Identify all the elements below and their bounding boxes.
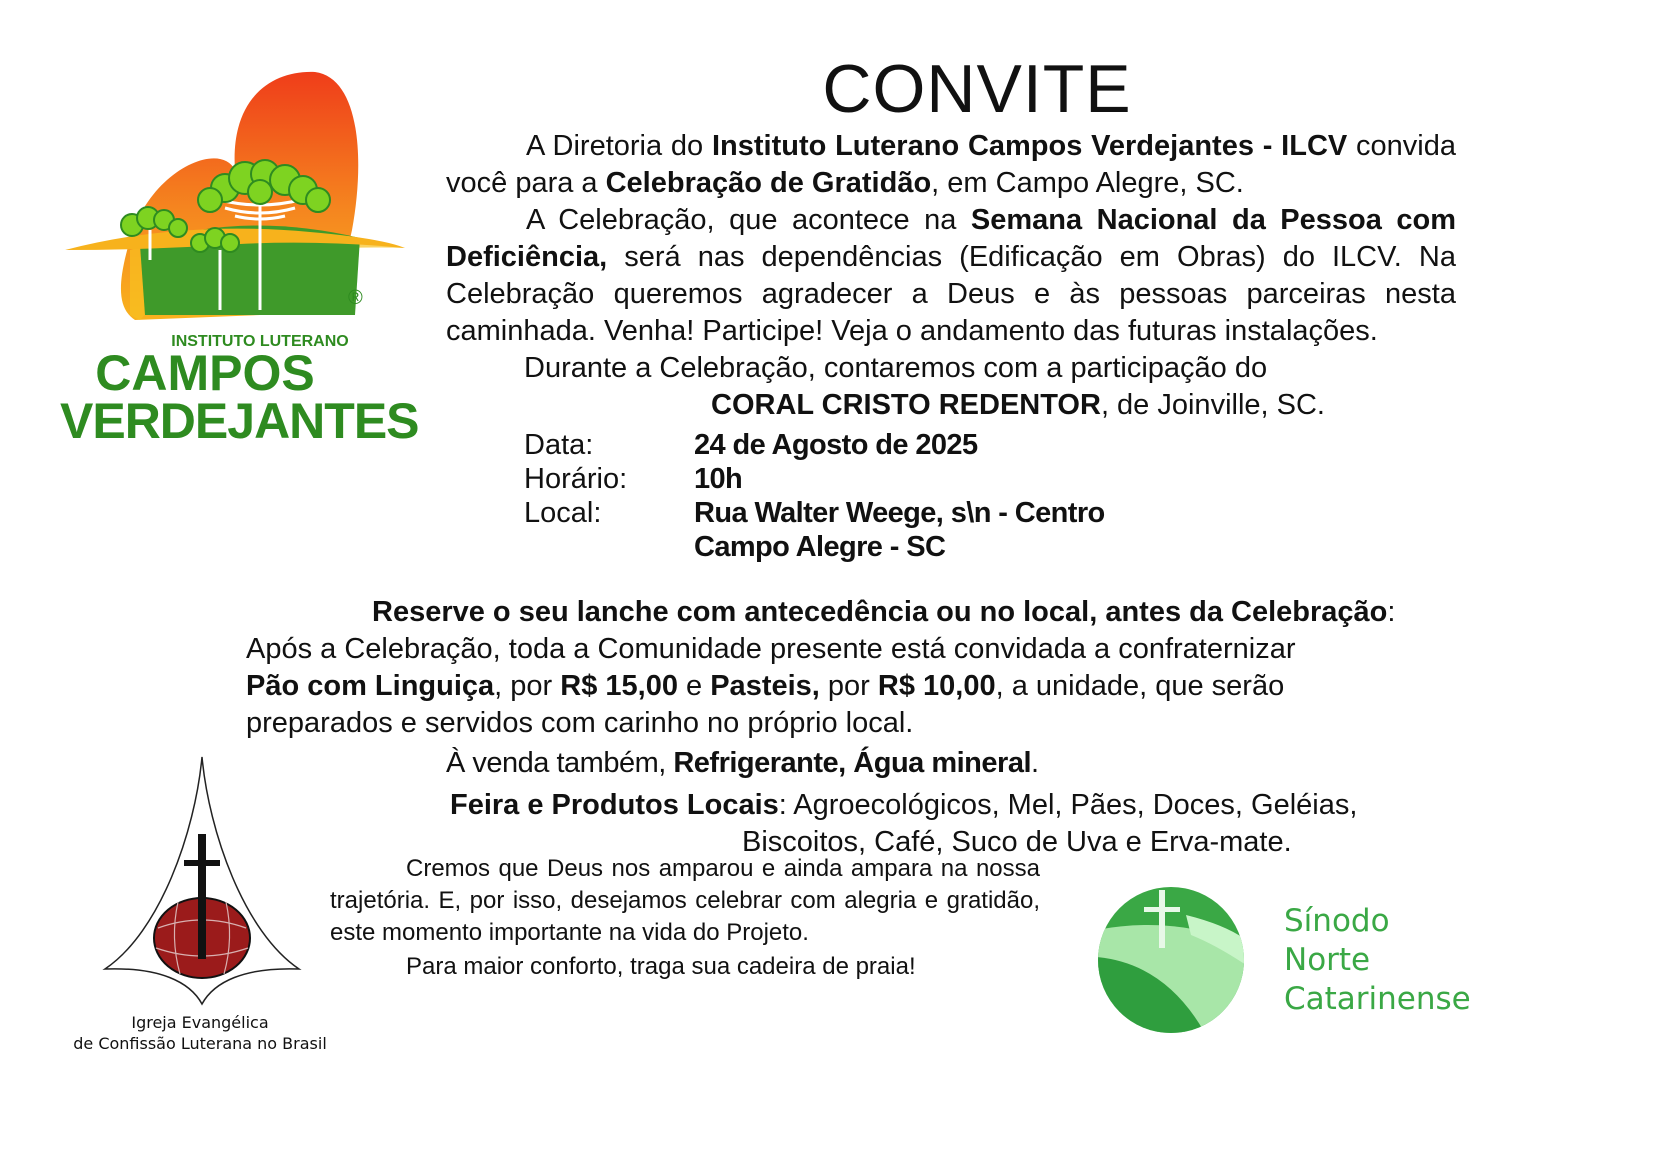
place-row: Local: Rua Walter Weege, s\n - Centro (524, 497, 1105, 529)
closing-paragraph: Cremos que Deus nos amparou e ainda ampara na nossa trajetória. E, por isso, desejamos celebrar com alegria e gratidão, este momento importante na vida do Projeto. (330, 855, 1040, 946)
intro-paragraph-4: CORAL CRISTO REDENTOR, de Joinville, SC. (711, 389, 1325, 421)
intro-paragraph-1: A Diretoria do Instituto Luterano Campos Verdejantes - ILCV convida você para a Celebração de Gratidão, em Campo Alegre, SC. (446, 130, 1456, 199)
closing-block (330, 853, 1040, 983)
place-row-2: Campo Alegre - SC (694, 531, 946, 563)
lunch-block (246, 594, 1466, 861)
event-details (524, 428, 1224, 564)
ieclb-line2: de Confissão Luterana no Brasil (73, 1034, 327, 1053)
lunch-heading: Reserve o seu lanche com antecedência ou no local, antes da Celebração: (372, 596, 1396, 628)
ilcv-logo-line2: CAMPOS (95, 345, 315, 401)
ilcv-logo-line1: INSTITUTO LUTERANO (171, 333, 349, 350)
registered-mark: ® (348, 287, 363, 309)
lunch-text-3: preparados e servidos com carinho no próprio local. (246, 707, 914, 739)
lunch-text-1: Após a Celebração, toda a Comunidade presente está convidada a confraternizar (246, 633, 1296, 665)
ieclb-logo (73, 752, 340, 1062)
page-title: CONVITE (822, 51, 1132, 127)
sinodo-logo (1096, 885, 1516, 1045)
date-value: 24 de Agosto de 2025 (694, 429, 978, 461)
ieclb-cross-globe-icon (80, 752, 340, 1012)
intro-paragraph-2: A Celebração, que acontece na Semana Nacional da Pessoa com Deficiência, será nas dependências (Edificação em Obras) do ILCV. Na Celebração queremos agradecer a Deus e às pessoas parceiras nesta caminhada. Venha! Participe! Veja o andamento das futuras instalações. (446, 204, 1456, 347)
intro-paragraph-3: Durante a Celebração, contaremos com a participação do (524, 352, 1268, 384)
fair-line: Feira e Produtos Locais: Agroecológicos, Mel, Pães, Doces, Geléias, (450, 789, 1358, 821)
lunch-text-2: Pão com Linguiça, por R$ 15,00 e Pasteis, por R$ 10,00, a unidade, que serão (246, 670, 1285, 702)
place-value: Rua Walter Weege, s\n - Centro (694, 497, 1105, 529)
sinodo-line3: Catarinense (1284, 981, 1471, 1017)
ilcv-logo-line3: VERDEJANTES (60, 393, 419, 449)
time-value: 10h (694, 463, 743, 495)
date-row: Data: 24 de Agosto de 2025 (524, 429, 978, 461)
ieclb-line1: Igreja Evangélica (131, 1013, 269, 1032)
sinodo-line1: Sínodo (1284, 903, 1390, 939)
sale-line: À venda também, Refrigerante, Água mineral. (446, 747, 1039, 779)
sinodo-circle-cross-icon (1096, 885, 1246, 1035)
time-row: Horário: 10h (524, 463, 743, 495)
sinodo-line2: Norte (1284, 942, 1371, 978)
closing-chair: Para maior conforto, traga sua cadeira de praia! (406, 953, 916, 980)
fair-line-2: Biscoitos, Café, Suco de Uva e Erva-mate. (742, 826, 1292, 858)
intro-block (446, 128, 1456, 424)
